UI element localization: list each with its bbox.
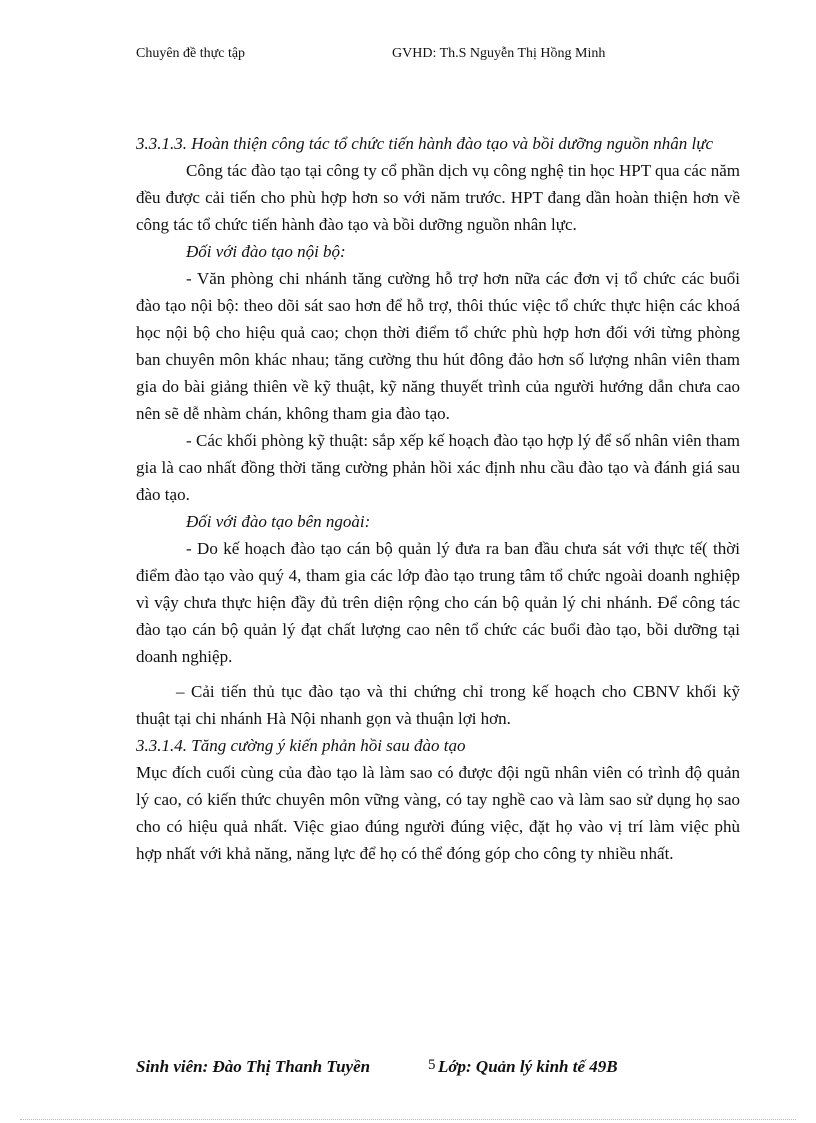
external-training-point-1: - Do kế hoạch đào tạo cán bộ quản lý đưa ra ban đầu chưa sát với thực tế( thời điểm đào tạo vào quý 4, tham gia các lớp đào tạo trung tâm tổ chức ngoài doanh nghiệp vì vậy chưa thực hiện đầy đủ trên diện rộng cho cán bộ quản lý chi nhánh. Để công tác đào tạo cán bộ quản lý đạt chất lượng cao nên tổ chức các buổi đào tạo, bồi dưỡng tại doanh nghiệp. bbox=[136, 539, 740, 666]
footer-class: Lớp: Quản lý kinh tế 49B bbox=[438, 1057, 618, 1076]
document-body bbox=[136, 130, 740, 867]
closing-paragraph: Mục đích cuối cùng của đào tạo là làm sao có được đội ngũ nhân viên có trình độ quản lý cao, có kiến thức chuyên môn vững vàng, có tay nghề cao và làm sao sử dụng họ sao cho có hiệu quả nhất. Việc giao đúng người đúng việc, đặt họ vào vị trí làm việc phù hợp nhất với khả năng, năng lực để họ có thể đóng góp cho công ty nhiều nhất. bbox=[136, 763, 740, 863]
bullet-procedure-improvement: – Cải tiến thủ tục đào tạo và thi chứng chỉ trong kế hoạch cho CBNV khối kỹ thuật tại chi nhánh Hà Nội nhanh gọn và thuận lợi hơn. bbox=[136, 682, 740, 728]
subheading-external-training: Đối với đào tạo bên ngoài: bbox=[186, 512, 371, 531]
intro-paragraph: Công tác đào tạo tại công ty cổ phần dịch vụ công nghệ tin học HPT qua các năm đều được cải tiến cho phù hợp hơn so với năm trước. HPT đang dần hoàn thiện hơn về công tác tổ chức tiến hành đào tạo và bồi dưỡng nguồn nhân lực. bbox=[136, 161, 740, 234]
footer-student: Sinh viên: Đào Thị Thanh Tuyền bbox=[136, 1057, 371, 1076]
page-number: 5 bbox=[428, 1057, 436, 1073]
internal-training-point-1: - Văn phòng chi nhánh tăng cường hỗ trợ hơn nữa các đơn vị tổ chức các buổi đào tạo nội bộ: theo dõi sát sao hơn để hỗ trợ, thôi thúc việc tổ chức thực hiện các khoá học nội bộ cho hiệu quả cao; chọn thời điểm tổ chức phù hợp hơn đối với từng phòng ban chuyên môn khác nhau; tăng cường thu hút đông đảo hơn số lượng nhân viên tham gia do bài giảng thiên về kỹ thuật, kỹ năng thuyết trình của người hướng dẫn chưa cao nên sẽ dễ nhàm chán, không tham gia đào tạo. bbox=[136, 269, 740, 423]
section-heading-3-3-1-4: 3.3.1.4. Tăng cường ý kiến phản hồi sau đào tạo bbox=[136, 736, 466, 755]
page-header bbox=[136, 46, 606, 62]
bottom-divider bbox=[20, 1119, 796, 1120]
header-supervisor: GVHD: Th.S Nguyễn Thị Hồng Minh bbox=[392, 46, 606, 61]
internal-training-point-2: - Các khối phòng kỹ thuật: sắp xếp kế hoạch đào tạo hợp lý để số nhân viên tham gia là cao nhất đồng thời tăng cường phản hồi xác định nhu cầu đào tạo và đánh giá sau đào tạo. bbox=[136, 431, 740, 504]
section-heading-3-3-1-3: 3.3.1.3. Hoàn thiện công tác tổ chức tiến hành đào tạo và bồi dưỡng nguồn nhân lực bbox=[136, 134, 714, 153]
subheading-internal-training: Đối với đào tạo nội bộ: bbox=[186, 242, 346, 261]
page-footer bbox=[136, 1057, 618, 1077]
header-topic: Chuyên đề thực tập bbox=[136, 46, 246, 61]
